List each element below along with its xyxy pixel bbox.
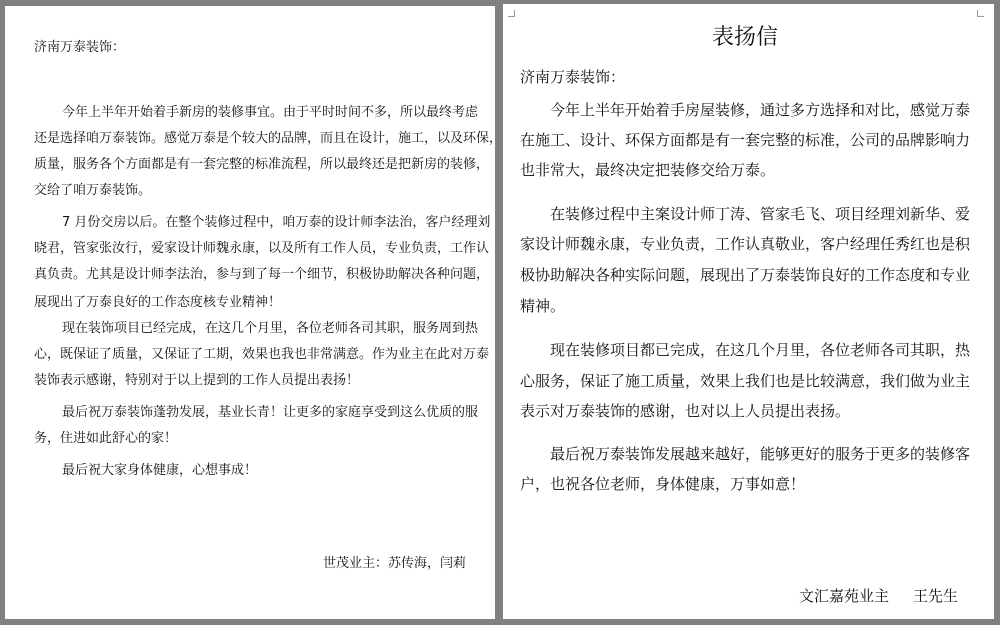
right-line: 极协助解决各种实际问题，展现出了万泰装饰良好的工作态度和专业 — [520, 266, 971, 284]
left-signature: 世茂业主：苏传海，闫莉 — [323, 556, 467, 571]
left-salutation: 济南万泰装饰： — [34, 40, 126, 55]
signature-owner: 文汇嘉苑业主 — [799, 587, 890, 605]
left-line: 真负责。尤其是设计师李法治，参与到了每一个细节，积极协助解决各种问题， — [34, 267, 490, 282]
right-line: 最后祝万泰装饰发展越来越好，能够更好的服务于更多的装修客 — [550, 445, 971, 463]
left-letter-page — [5, 6, 503, 619]
right-line: 精神。 — [520, 297, 566, 315]
right-line: 心服务，保证了施工质量，效果上我们也是比较满意，我们做为业主 — [520, 372, 971, 390]
right-line: 户，也祝各位老师，身体健康，万事如意！ — [520, 475, 806, 493]
left-line: 质量，服务各个方面都是有一套完整的标准流程，所以最终还是把新房的装修， — [34, 157, 490, 172]
right-line: 表示对万泰装饰的感谢，也对以上人员提出表扬。 — [520, 402, 851, 420]
left-line: 今年上半年开始着手新房的装修事宜。由于平时时间不多，所以最终考虑 — [62, 105, 479, 120]
right-salutation: 济南万泰装饰： — [520, 68, 626, 86]
right-letter-page — [503, 4, 994, 619]
right-line: 现在装修项目都已完成，在这几个月里，各位老师各司其职，热 — [550, 341, 971, 359]
right-line: 今年上半年开始着手房屋装修，通过多方选择和对比，感觉万泰 — [550, 101, 971, 119]
left-line: 心，既保证了质量，又保证了工期，效果也我也非常满意。作为业主在此对万泰 — [34, 347, 490, 362]
left-line: 交给了咱万泰装饰。 — [34, 183, 152, 198]
signature-name: 王先生 — [913, 587, 959, 605]
left-line: 最后祝万泰装饰蓬勃发展，基业长青！让更多的家庭享受到这么优质的服 — [62, 405, 479, 420]
right-line: 也非常大，最终决定把装修交给万泰。 — [520, 161, 776, 179]
left-line: 最后祝大家身体健康，心想事成！ — [62, 463, 258, 478]
corner-mark — [508, 10, 515, 17]
right-line: 在装修过程中主案设计师丁涛、管家毛飞、项目经理刘新华、爱 — [550, 205, 971, 223]
left-line: 现在装饰项目已经完成，在这几个月里，各位老师各司其职，服务周到热 — [62, 321, 479, 336]
letter-title: 表扬信 — [712, 25, 779, 50]
left-line: 还是选择咱万泰装饰。感觉万泰是个较大的品牌，而且在设计，施工，以及环保， — [34, 131, 503, 146]
left-line: 晓君，管家张汝行，爱家设计师魏永康，以及所有工作人员，专业负责，工作认 — [34, 241, 490, 256]
corner-mark — [977, 10, 984, 17]
left-line: 展现出了万泰良好的工作态度核专业精神！ — [34, 295, 282, 310]
left-line: 7 月份交房以后。在整个装修过程中，咱万泰的设计师李法治，客户经理刘 — [62, 215, 491, 230]
left-line: 务，住进如此舒心的家！ — [34, 431, 178, 446]
right-line: 在施工、设计、环保方面都是有一套完整的标准，公司的品牌影响力 — [520, 131, 971, 149]
left-line: 装饰表示感谢，特别对于以上提到的工作人员提出表扬！ — [34, 373, 360, 388]
right-line: 家设计师魏永康，专业负责，工作认真敬业，客户经理任秀红也是积 — [520, 235, 971, 253]
